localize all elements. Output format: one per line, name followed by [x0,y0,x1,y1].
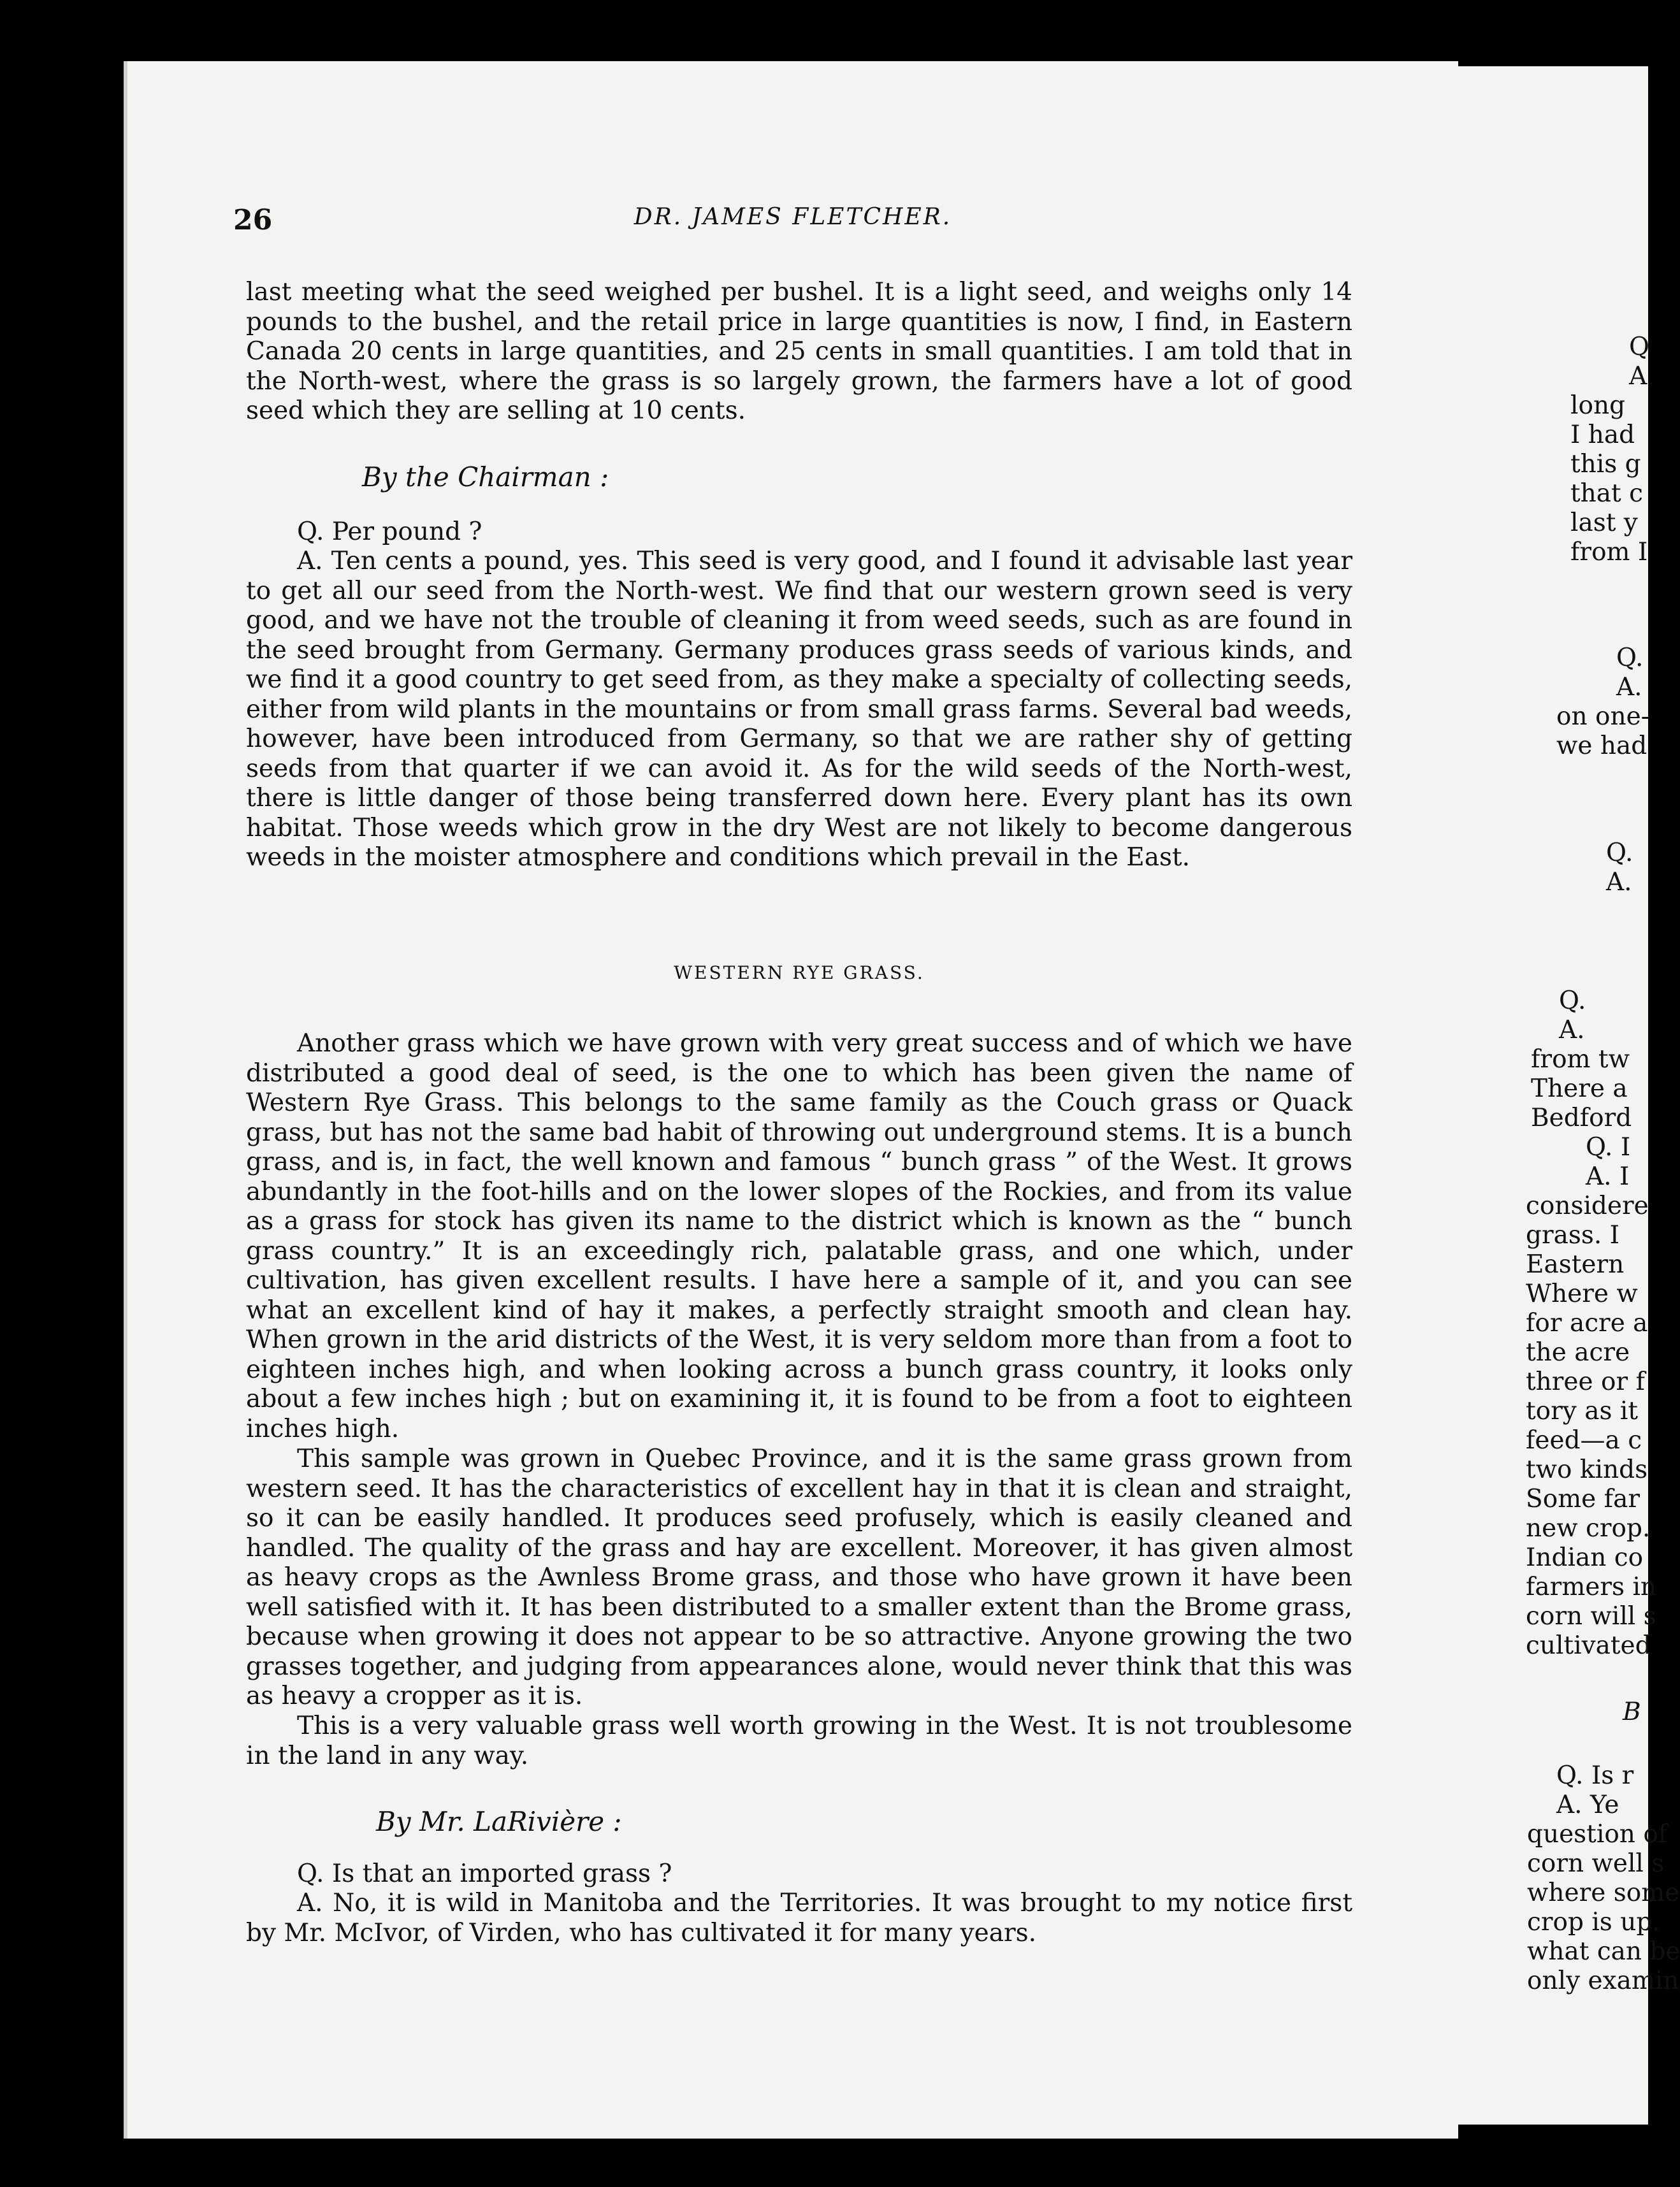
right-fragment: Q. [1616,644,1644,672]
right-fragment: we had [1556,732,1647,760]
right-fragment: Q. [1606,839,1633,867]
section-title: WESTERN RYE GRASS. [674,962,925,983]
right-fragment: new crop. [1526,1514,1651,1543]
right-fragment: A. [1606,868,1632,897]
right-fragment: Q [1629,333,1649,361]
right-fragment: considere [1526,1192,1649,1220]
right-fragment: this g [1570,450,1641,479]
right-fragment: A. [1616,673,1642,702]
right-fragment: Q. I [1586,1133,1631,1162]
right-fragment: the acre [1526,1338,1630,1367]
running-head: DR. JAMES FLETCHER. [634,204,952,230]
right-fragment: from tw [1531,1045,1630,1074]
speaker-lariviere: By Mr. LaRivière : [376,1806,622,1837]
right-fragment: long [1570,391,1626,420]
right-fragment: corn will s [1526,1602,1656,1631]
right-fragment: B [1623,1698,1641,1726]
right-fragment: two kinds [1526,1455,1648,1484]
answer-wild-manitoba: A. No, it is wild in Manitoba and the Territories. It was brought to my notice first by Mr. McIvor, of Virden, who has cultivated it for many years. [246,1889,1352,1947]
right-fragment: Q. [1559,986,1586,1015]
right-fragment: last y [1570,509,1638,537]
right-fragment: Indian co [1526,1543,1644,1572]
right-fragment: There a [1531,1074,1628,1103]
right-fragment: crop is up. [1527,1908,1660,1937]
question-imported: Q. Is that an imported grass ? [297,1859,672,1888]
right-fragment: A [1629,362,1647,391]
right-fragment: what can be [1527,1937,1680,1966]
right-fragment: where some [1527,1879,1680,1907]
right-fragment: farmers in [1526,1573,1657,1601]
answer-ten-cents: A. Ten cents a pound, yes. This seed is very good, and I found it advisable last year to get all our seed from the North-west. We find that our western grown seed is very good, and we have not the trouble of cleaning it from weed seeds, such as are found in the seed brought from Germany. Germany produces grass seeds of various kinds, and we find it a good country to get seed from, as they make a specialty of collecting seeds, either from wild plants in the mountains or from small grass farms. Several bad weeds, however, have been introduced from Germany, so that we are rather shy of getting seeds from that quarter if we can avoid it. As for the wild seeds of the North-west, there is little danger of those being transferred down here. Every plant has its own habitat. Those weeds which grow in the dry West are not likely to become dangerous weeds in the moister atmosphere and conditions which prevail in the East. [246,547,1352,872]
right-fragment: Q. Is r [1556,1761,1634,1790]
right-fragment: A. I [1586,1162,1630,1191]
right-fragment: corn well s [1527,1849,1665,1878]
right-fragment: Eastern [1526,1250,1625,1279]
paragraph-valuable-grass: This is a very valuable grass well worth growing in the West. It is not troublesome in the land in any way. [246,1712,1352,1770]
page-number: 26 [233,204,273,236]
paragraph-seed-weight: last meeting what the seed weighed per bushel. It is a light seed, and weighs only 14 pounds to the bushel, and the retail price in large quantities is now, I find, in Eastern Canada 20 cents in large quantities, and 25 cents in small quantities. I am told that in the North-west, where the grass is so largely grown, the farmers have a lot of good seed which they are selling at 10 cents. [246,278,1352,425]
right-fragment: tory as it [1526,1397,1639,1426]
right-fragment: Where w [1526,1280,1638,1308]
page-header [233,204,1352,249]
right-fragment: feed—a c [1526,1426,1642,1455]
right-fragment: Some far [1526,1485,1640,1513]
right-fragment: three or f [1526,1368,1645,1396]
right-page-fragment [1431,66,1680,2125]
right-fragment: cultivated [1526,1631,1651,1660]
paragraph-western-rye: Another grass which we have grown with very great success and of which we have distributed a good deal of seed, is the one to which has been given the name of Western Rye Grass. This belongs to the same family as the Couch grass or Quack grass, but has not the same bad habit of throwing out underground stems. It is a bunch grass, and is, in fact, the well known and famous “ bunch grass ” of the West. It grows abundantly in the foot-hills and on the lower slopes of the Rockies, and from its value as a grass for stock has given its name to the district which is known as the “ bunch grass country.” It is an exceedingly rich, palatable grass, and one which, under cultivation, has given excellent results. I have here a sample of it, and you can see what an excellent kind of hay it makes, a perfectly straight smooth and clean hay. When grown in the arid districts of the West, it is very seldom more than from a foot to eighteen inches high, and when looking across a bunch grass country, it looks only about a few inches high ; but on examining it, it is found to be from a foot to eighteen inches high. [246,1029,1352,1443]
right-fragment: only examin [1527,1967,1679,1995]
right-fragment: on one- [1556,702,1649,731]
right-fragment: A. [1559,1016,1585,1044]
right-fragment: that c [1570,479,1643,508]
paragraph-quebec-sample: This sample was grown in Quebec Province, and it is the same grass grown from western seed. It has the characteristics of excellent hay in that it is clean and straight, so it can be easily handled. It produces seed profusely, which is easily cleaned and handled. The quality of the grass and hay are excellent. Moreover, it has given almost as heavy crops as the Awnless Brome grass, and those who have grown it have been well satisfied with it. It has been distributed to a smaller extent than the Brome grass, because when growing it does not appear to be so attractive. Anyone growing the two grasses together, and judging from appearances alone, would never think that this was as heavy a cropper as it is. [246,1445,1352,1710]
right-fragment: question of [1527,1820,1668,1849]
question-per-pound: Q. Per pound ? [297,517,482,546]
right-fragment: grass. I [1526,1221,1620,1250]
right-fragment: from I [1570,538,1648,567]
right-fragment: I had [1570,421,1635,449]
right-fragment: Bedford [1531,1104,1632,1132]
right-fragment: A. Ye [1556,1791,1619,1819]
speaker-chairman: By the Chairman : [362,461,609,493]
right-fragment: for acre a [1526,1309,1648,1338]
